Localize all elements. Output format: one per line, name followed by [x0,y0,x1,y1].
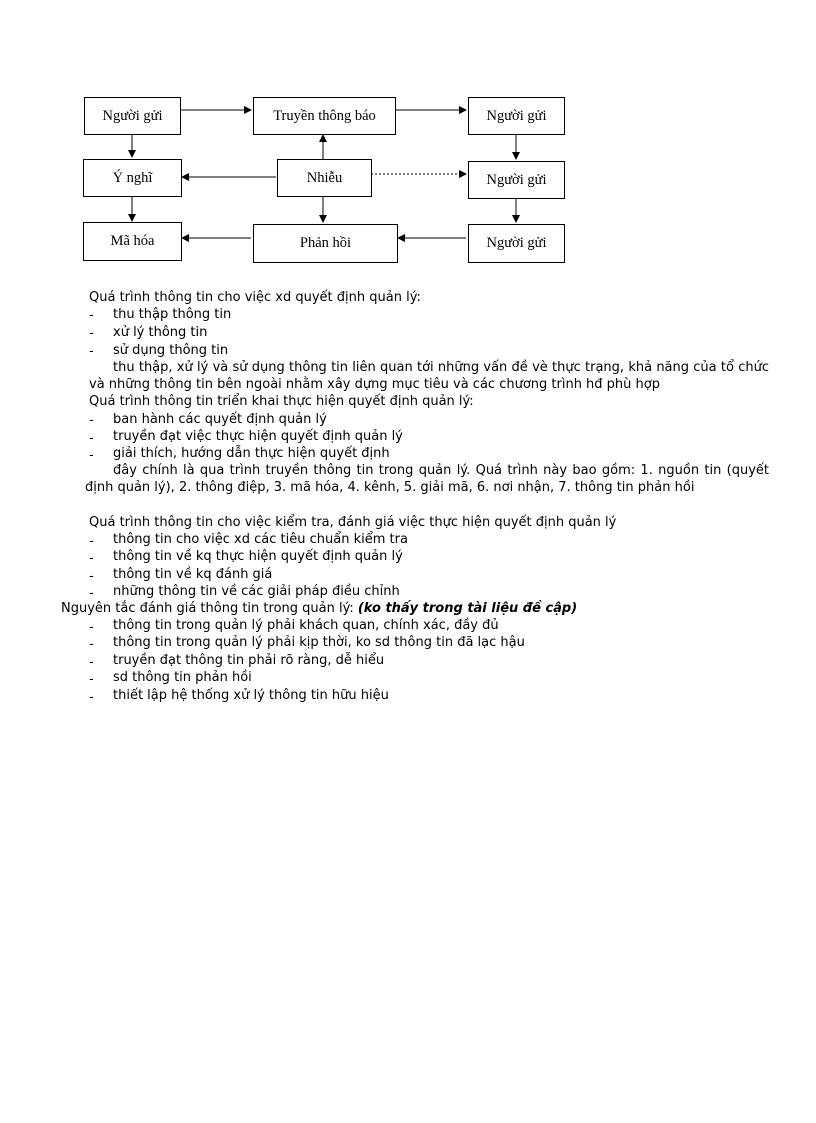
bullet-dash: - [89,448,94,463]
section-3-item: thông tin về kq thực hiện quyết định quản lý [113,549,403,564]
section-4-item: sd thông tin phản hồi [113,670,252,685]
section-2-heading: Quá trình thông tin triển khai thực hiện quyết định quản lý: [89,394,474,409]
section-4-item: thông tin trong quản lý phải kịp thời, ko sd thông tin đã lạc hậu [113,635,525,650]
section-4-heading: Nguyên tắc đánh giá thông tin trong quản lý: [61,601,354,616]
bullet-dash: - [89,534,94,549]
box-feedback: Phản hồi [253,224,398,263]
section-3-item: những thông tin về các giải pháp điều chỉnh [113,584,400,599]
box-sender: Người gửi [84,97,181,135]
section-2-item: ban hành các quyết định quản lý [113,412,327,427]
bullet-dash: - [89,326,94,341]
section-3-heading: Quá trình thông tin cho việc kiểm tra, đánh giá việc thực hiện quyết định quản lý [89,515,617,530]
bullet-dash: - [89,620,94,635]
bullet-dash: - [89,672,94,687]
box-noise: Nhiễu [277,159,372,197]
section-3-item: thông tin về kq đánh giá [113,567,273,582]
section-4-item: thiết lập hệ thống xử lý thông tin hữu hiệu [113,688,389,703]
section-1-item: thu thập thông tin [113,307,232,322]
section-2-item: truyền đạt việc thực hiện quyết định quản lý [113,429,403,444]
bullet-dash: - [89,551,94,566]
section-1-paragraph: thu thập, xử lý và sử dụng thông tin liên quan tới những vấn đề vè thực trạng, khả năng của tổ chức và những thông tin bên ngoài nhằm xây dựng mục tiêu và các chương trình hđ phù hợp [89,360,769,392]
box-receiver-2: Người gửi [468,161,565,199]
bullet-dash: - [89,569,94,584]
section-4-note: (ko thấy trong tài liệu đề cập) [357,601,578,616]
bullet-dash: - [89,655,94,670]
section-1-item: xử lý thông tin [113,325,208,340]
section-4-heading-line [61,600,577,617]
bullet-dash: - [89,637,94,652]
box-receiver-1: Người gửi [468,97,565,135]
section-2-item: giải thích, hướng dẫn thực hiện quyết định [113,446,390,461]
bullet-dash: - [89,308,94,323]
section-4-item: truyền đạt thông tin phải rõ ràng, dễ hiểu [113,653,385,668]
section-1-item: sử dụng thông tin [113,343,229,358]
section-3-item: thông tin cho việc xd các tiêu chuẩn kiểm tra [113,532,408,547]
bullet-dash: - [89,344,94,359]
bullet-dash: - [89,690,94,705]
box-receiver-3: Người gửi [468,224,565,263]
bullet-dash: - [89,586,94,601]
bullet-dash: - [89,413,94,428]
section-2-paragraph: đây chính là qua trình truyền thông tin trong quản lý. Quá trình này bao gồm: 1. nguồn tin (quyết định quản lý), 2. thông điệp, 3. mã hóa, 4. kênh, 5. giải mã, 6. nơi nhận, 7. thông tin phản hồi [85,463,769,495]
box-transmit-message: Truyền thông báo [253,97,396,135]
section-1-heading: Quá trình thông tin cho việc xd quyết định quản lý: [89,290,421,305]
box-meaning: Ý nghĩ [83,159,182,197]
box-encode: Mã hóa [83,222,182,261]
bullet-dash: - [89,431,94,446]
section-4-item: thông tin trong quản lý phải khách quan, chính xác, đầy đủ [113,618,499,633]
